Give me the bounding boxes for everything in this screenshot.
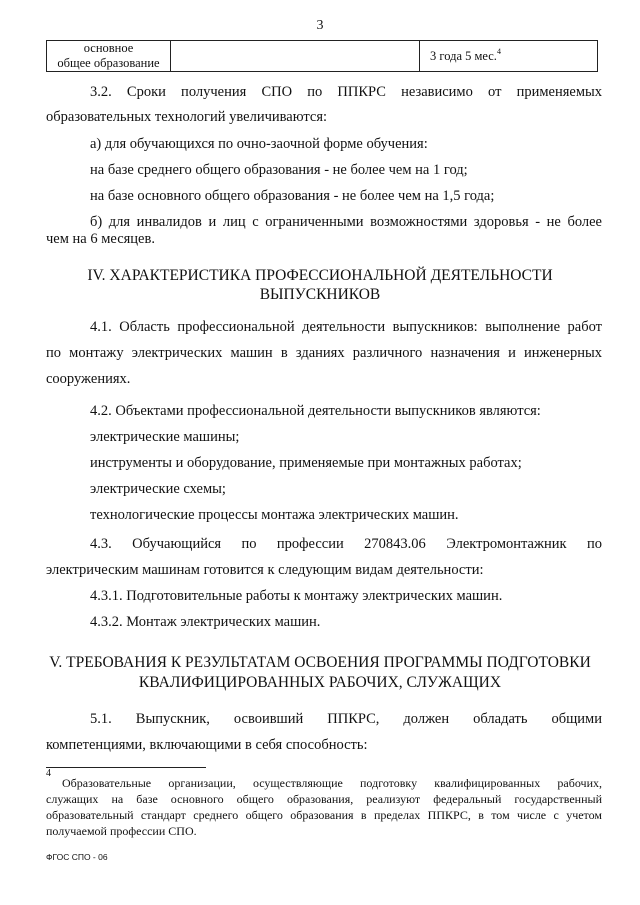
education-level-line2: общее образование xyxy=(57,56,160,70)
table-cell-empty xyxy=(171,41,420,72)
table-row xyxy=(47,41,598,72)
paragraph-5-1-line2: компетенциями, включающими в себя способность: xyxy=(46,737,368,753)
paragraph-5-1-line1: 5.1. Выпускник, освоивший ППКРС, должен обладать общими xyxy=(90,711,602,727)
footnote-ref: 4 xyxy=(496,46,501,56)
paragraph-4-3-2: 4.3.2. Монтаж электрических машин. xyxy=(90,614,321,630)
item-a: а) для обучающихся по очно-заочной форме обучения: xyxy=(90,136,428,152)
paragraph-4-2: 4.2. Объектами профессиональной деятельности выпускников являются: xyxy=(90,403,541,419)
item-a-1: на базе среднего общего образования - не более чем на 1 год; xyxy=(90,162,468,178)
item-b-line1: б) для инвалидов и лиц с ограниченными возможностями здоровья - не более xyxy=(90,214,602,230)
duration-table xyxy=(46,40,598,72)
object-item-4: технологические процессы монтажа электрических машин. xyxy=(90,507,459,523)
paragraph-4-1-line2: по монтажу электрических машин в зданиях различного назначения и инженерных xyxy=(46,345,602,361)
duration-value: 3 года 5 мес. xyxy=(430,48,497,63)
paragraph-3-2-line2: образовательных технологий увеличиваются: xyxy=(46,109,328,125)
section-5-heading-line2: КВАЛИФИЦИРОВАННЫХ РАБОЧИХ, СЛУЖАЩИХ xyxy=(138,674,502,691)
footnote-line3: образовательный стандарт среднего общего образования в пределах ППКРС, в том числе с учетом xyxy=(46,808,602,822)
page-number: 3 xyxy=(316,18,324,33)
education-level-line1: основное xyxy=(83,41,134,55)
object-item-2: инструменты и оборудование, применяемые при монтажных работах; xyxy=(90,455,522,471)
footnote-separator xyxy=(46,767,206,768)
footnote-line4: получаемой профессии СПО. xyxy=(46,824,197,838)
paragraph-4-3-line1: 4.3. Обучающийся по профессии 270843.06 Электромонтажник по xyxy=(90,536,602,552)
paragraph-4-3-line2: электрическим машинам готовится к следующим видам деятельности: xyxy=(46,562,484,578)
paragraph-4-1-line3: сооружениях. xyxy=(46,371,131,387)
paragraph-3-2-line1: 3.2. Сроки получения СПО по ППКРС независимо от применяемых xyxy=(90,84,602,100)
section-5-heading-line1: V. ТРЕБОВАНИЯ К РЕЗУЛЬТАТАМ ОСВОЕНИЯ ПРОГРАММЫ ПОДГОТОВКИ xyxy=(49,654,591,671)
table-cell-education-level xyxy=(47,41,171,72)
section-4-heading-line2: ВЫПУСКНИКОВ xyxy=(259,286,381,303)
footnote-line2: служащих на базе основного общего образования, реализуют федеральный государственный xyxy=(46,792,602,806)
table-cell-duration xyxy=(420,41,598,72)
footnote-line1: Образовательные организации, осуществляющие подготовку квалифицированных рабочих, xyxy=(62,776,602,790)
section-4-heading-line1: IV. ХАРАКТЕРИСТИКА ПРОФЕССИОНАЛЬНОЙ ДЕЯТЕЛЬНОСТИ xyxy=(87,267,553,284)
item-a-2: на базе основного общего образования - не более чем на 1,5 года; xyxy=(90,188,495,204)
footer-code: ФГОС СПО - 06 xyxy=(46,852,108,862)
paragraph-4-1-line1: 4.1. Область профессиональной деятельности выпускников: выполнение работ xyxy=(90,319,602,335)
object-item-3: электрические схемы; xyxy=(90,481,226,497)
object-item-1: электрические машины; xyxy=(90,429,240,445)
paragraph-4-3-1: 4.3.1. Подготовительные работы к монтажу электрических машин. xyxy=(90,588,503,604)
footnote-mark: 4 xyxy=(46,768,51,779)
item-b-line2: чем на 6 месяцев. xyxy=(46,231,155,247)
